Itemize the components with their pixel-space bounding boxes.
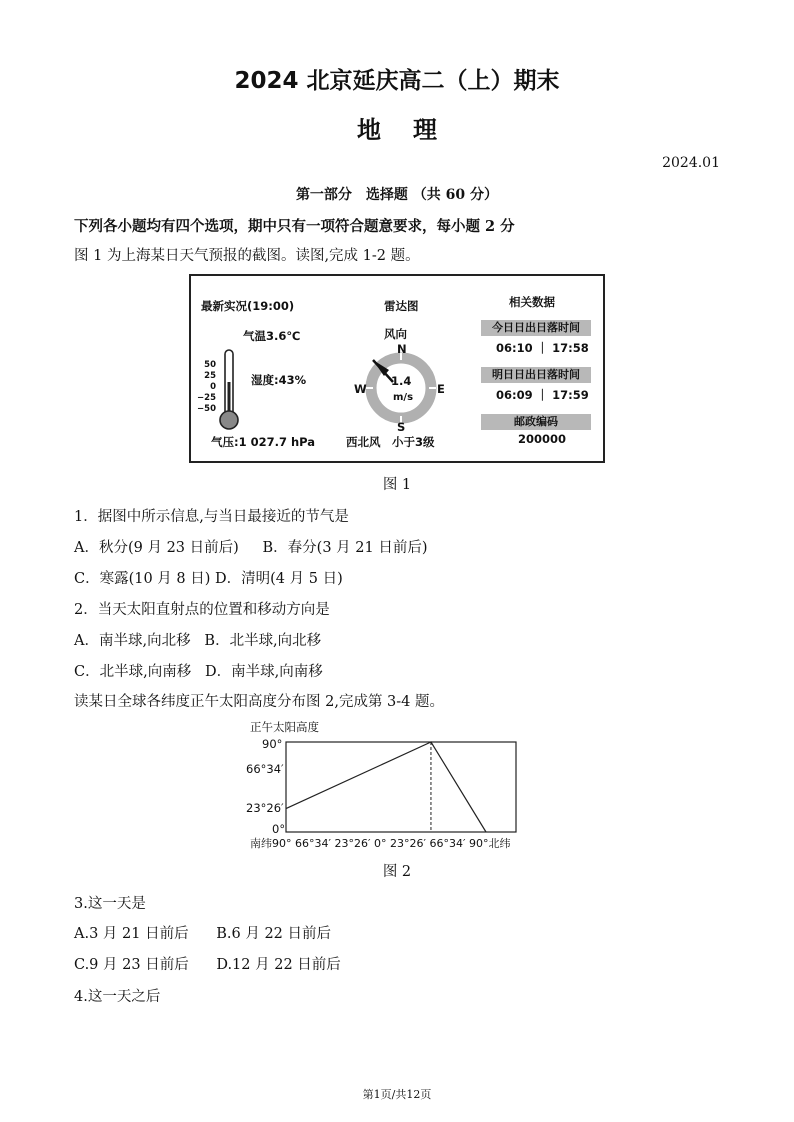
data-title: 相关数据 <box>509 295 555 309</box>
chart-plot <box>238 715 568 855</box>
y-tick-66: 66°34′ <box>246 762 284 776</box>
question-2: 2．当天太阳直射点的位置和移动方向是 <box>74 602 330 618</box>
wind-label: 风向 <box>384 327 407 341</box>
tomorrow-sun-header: 明日日出日落时间 <box>481 367 591 383</box>
x-tick-labels: 南纬90° 66°34′ 23°26′ 0° 23°26′ 66°34′ 90°北纬 <box>250 837 511 850</box>
temperature-text: 气温3.6℃ <box>243 329 301 343</box>
question-1: 1．据图中所示信息,与当日最接近的节气是 <box>74 509 349 525</box>
question-1-options-cd: C．寒露(10 月 8 日) D．清明(4 月 5 日) <box>74 571 343 587</box>
postcode-header: 邮政编码 <box>481 414 591 430</box>
figure2-intro: 读某日全球各纬度正午太阳高度分布图 2,完成第 3-4 题。 <box>74 694 445 710</box>
question-2-options-cd: C．北半球,向南移 D．南半球,向南移 <box>74 664 323 680</box>
section-heading: 第一部分 选择题 （共 60 分） <box>295 187 499 203</box>
today-sun-header: 今日日出日落时间 <box>481 320 591 336</box>
question-3-options-cd: C.9 月 23 日前后 D.12 月 22 日前后 <box>74 957 341 973</box>
page-footer: 第1页/共12页 <box>362 1088 432 1101</box>
tomorrow-sun-times: 06:09 ｜ 17:59 <box>496 388 589 402</box>
question-3: 3.这一天是 <box>74 896 146 912</box>
radar-title: 雷达图 <box>384 299 419 313</box>
figure1-caption: 图 1 <box>382 477 412 493</box>
compass-n: N <box>397 342 407 356</box>
compass-w: W <box>354 382 367 396</box>
question-1-options-ab: A．秋分(9 月 23 日前后) B．春分(3 月 21 日前后) <box>74 540 428 556</box>
compass-s: S <box>397 420 406 434</box>
wind-description: 西北风 小于3级 <box>346 435 435 449</box>
noon-sun-altitude-chart <box>238 715 568 855</box>
compass-e: E <box>437 382 445 396</box>
question-3-options-ab: A.3 月 21 日前后 B.6 月 22 日前后 <box>74 926 332 942</box>
weather-forecast-figure: 最新实况(19:00) 气温3.6℃ 湿度:43% 气压:1 027.7 hPa 50 25 0 −25 −50 雷达图 风向 N S W E 1.4 m/s 西北风 小于3级 相关数据 今日日出日落时间 06:10 ｜ 17:58 明日日出日落时间 06:09 ｜ 17:59 邮政编码 200000 <box>189 274 605 463</box>
figure2-caption: 图 2 <box>382 864 412 880</box>
y-tick-90: 90° <box>262 737 283 751</box>
page-title: 2024 北京延庆高二（上）期末 <box>234 68 560 94</box>
wind-unit: m/s <box>393 392 414 403</box>
pressure-text: 气压:1 027.7 hPa <box>211 435 316 449</box>
question-4: 4.这一天之后 <box>74 989 161 1005</box>
altitude-series-line <box>286 742 486 832</box>
humidity-text: 湿度:43% <box>251 373 307 387</box>
instruction-text: 下列各小题均有四个选项，期中只有一项符合题意要求，每小题 2 分 <box>74 218 515 235</box>
thermometer-icon <box>217 348 241 432</box>
y-tick-0: 0° <box>272 822 286 836</box>
postcode-value: 200000 <box>518 432 567 446</box>
y-tick-23: 23°26′ <box>246 801 284 815</box>
figure1-intro: 图 1 为上海某日天气预报的截图。读图,完成 1-2 题。 <box>74 248 420 264</box>
subject-title: 地理 <box>357 116 469 144</box>
chart-ylabel: 正午太阳高度 <box>250 720 319 734</box>
live-title: 最新实况(19:00) <box>201 299 295 313</box>
wind-speed: 1.4 <box>391 374 412 388</box>
question-2-options-ab: A．南半球,向北移 B．北半球,向北移 <box>74 633 322 649</box>
today-sun-times: 06:10 ｜ 17:58 <box>496 341 589 355</box>
exam-date: 2024.01 <box>662 155 720 171</box>
